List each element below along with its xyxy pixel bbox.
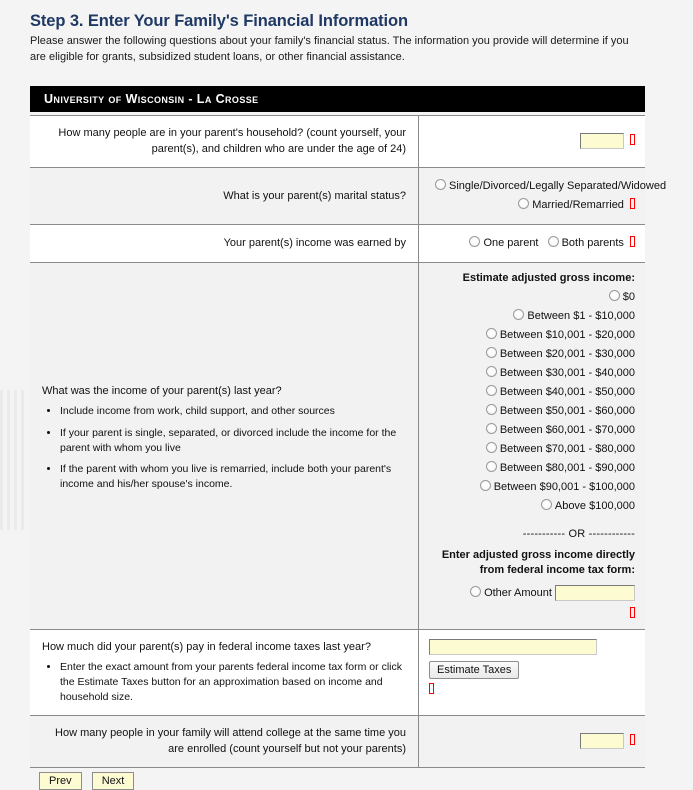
household-size-input[interactable] [580,133,624,149]
estimate-agi-title: Estimate adjusted gross income: [462,271,635,284]
radio-icon[interactable] [548,236,559,247]
agi-option-11[interactable] [429,497,635,516]
federal-taxes-marker-row [429,679,635,696]
agi-option-8[interactable] [429,440,635,459]
page-intro-text: Please answer the following questions about your family's financial status. The information you provide will determine if you are eligible for grants, subsidized student loans, or other financial assistance. [30,34,629,63]
table-row-parent-income [30,262,645,629]
radio-icon[interactable] [435,179,446,190]
radio-icon[interactable] [470,586,481,597]
radio-icon[interactable] [486,442,497,453]
next-button[interactable]: Next [92,772,135,790]
agi-option-2[interactable] [429,326,635,345]
radio-icon[interactable] [486,461,497,472]
income-earned-by-question: Your parent(s) income was earned by [30,224,419,262]
agi-option-4[interactable] [429,364,635,383]
college-count-question: How many people in your family will attend college at the same time you are enrolled (count yourself but not your parents) [30,715,419,767]
radio-icon[interactable] [513,309,524,320]
household-answer-cell [419,115,646,167]
agi-option-0[interactable] [429,288,635,307]
institution-banner: University of Wisconsin - La Crosse [30,86,645,112]
agi-option-4-label: Between $30,001 - $40,000 [499,366,635,379]
agi-option-3-label: Between $20,001 - $30,000 [499,347,635,360]
table-row-income-earned-by [30,224,645,262]
marital-option-married[interactable] [518,196,624,215]
radio-icon[interactable] [486,385,497,396]
federal-taxes-answer-cell [419,629,646,715]
marital-status-question: What is your parent(s) marital status? [30,167,419,224]
parent-income-question: What was the income of your parent(s) last year? [42,384,282,397]
radio-icon[interactable] [486,404,497,415]
required-marker-icon [630,236,635,247]
marital-option-single-row [429,177,667,196]
other-amount-marker-row [429,603,635,620]
marital-status-answer-cell [419,167,667,224]
navigation-buttons [30,772,693,790]
radio-icon[interactable] [609,290,620,301]
radio-icon[interactable] [486,423,497,434]
radio-icon[interactable] [486,347,497,358]
agi-option-1-label: Between $1 - $10,000 [527,309,635,322]
or-divider: ----------- OR ------------ [522,527,635,540]
earned-by-options-row [429,234,635,253]
marital-option-married-row [429,196,635,215]
college-count-input[interactable] [580,733,624,749]
list-item: • If the parent with whom you live is remarried, include both your parent's income and his/her spouse's income. [60,462,406,492]
prev-button[interactable]: Prev [39,772,82,790]
radio-icon[interactable] [518,198,529,209]
financial-form-table [30,115,667,768]
agi-option-10[interactable] [429,478,635,497]
radio-icon[interactable] [486,366,497,377]
income-earned-by-answer-cell [419,224,646,262]
earned-by-option-one-parent-label: One parent [483,236,539,249]
required-marker-icon [630,198,635,209]
parent-income-bullet-list [42,404,406,492]
radio-icon[interactable] [480,480,491,491]
direct-entry-title: Enter adjusted gross income directly from federal income tax form: [441,548,635,576]
federal-taxes-question: How much did your parent(s) pay in federal income taxes last year? [42,640,371,653]
parent-income-answer-cell [419,262,646,629]
agi-option-7-label: Between $60,001 - $70,000 [499,423,635,436]
federal-taxes-bullet-list [42,660,406,706]
marital-option-single[interactable] [435,177,666,196]
required-marker-icon [630,607,635,618]
required-marker-icon [630,134,635,145]
estimate-taxes-button[interactable]: Estimate Taxes [429,661,519,679]
page-title: Step 3. Enter Your Family's Financial Information [30,12,408,30]
agi-option-3[interactable] [429,345,635,364]
other-amount-label: Other Amount [484,586,552,599]
list-item: • Enter the exact amount from your parents federal income tax form or click the Estimate Taxes button for an approximation based on income and household size. [60,660,406,706]
required-marker-icon [429,683,434,694]
other-amount-input[interactable] [555,585,635,601]
earned-by-option-one-parent[interactable] [469,234,538,253]
earned-by-option-both-parents[interactable] [548,234,624,253]
agi-option-7[interactable] [429,421,635,440]
radio-icon[interactable] [486,328,497,339]
marital-option-married-label: Married/Remarried [532,198,624,211]
agi-option-10-label: Between $90,001 - $100,000 [493,480,635,493]
table-row-household [30,115,645,167]
radio-icon[interactable] [541,499,552,510]
agi-option-1[interactable] [429,307,635,326]
table-row-marital-status [30,167,645,224]
agi-option-5-label: Between $40,001 - $50,000 [499,385,635,398]
other-amount-row [429,584,635,603]
table-row-college-count [30,715,645,767]
agi-option-6[interactable] [429,402,635,421]
list-item: • Include income from work, child support, and other sources [60,404,406,419]
earned-by-option-both-parents-label: Both parents [561,236,624,249]
household-question: How many people are in your parent's household? (count yourself, your parent(s), and children who are under the age of 24) [30,115,419,167]
parent-income-question-cell [30,262,419,629]
agi-option-9-label: Between $80,001 - $90,000 [499,461,635,474]
list-item: • If your parent is single, separated, or divorced include the income for the parent with whom you live [60,426,406,456]
estimate-taxes-button-row [429,661,635,679]
federal-taxes-input[interactable] [429,639,597,655]
agi-option-0-label: $0 [622,290,635,303]
agi-option-11-label: Above $100,000 [554,499,635,512]
agi-option-2-label: Between $10,001 - $20,000 [499,328,635,341]
federal-taxes-question-cell [30,629,419,715]
agi-option-6-label: Between $50,001 - $60,000 [499,404,635,417]
agi-option-9[interactable] [429,459,635,478]
agi-option-8-label: Between $70,001 - $80,000 [499,442,635,455]
required-marker-icon [630,734,635,745]
table-row-federal-taxes [30,629,645,715]
radio-icon[interactable] [469,236,480,247]
college-count-answer-cell [419,715,646,767]
agi-option-5[interactable] [429,383,635,402]
marital-option-single-label: Single/Divorced/Legally Separated/Widowed [449,179,667,192]
